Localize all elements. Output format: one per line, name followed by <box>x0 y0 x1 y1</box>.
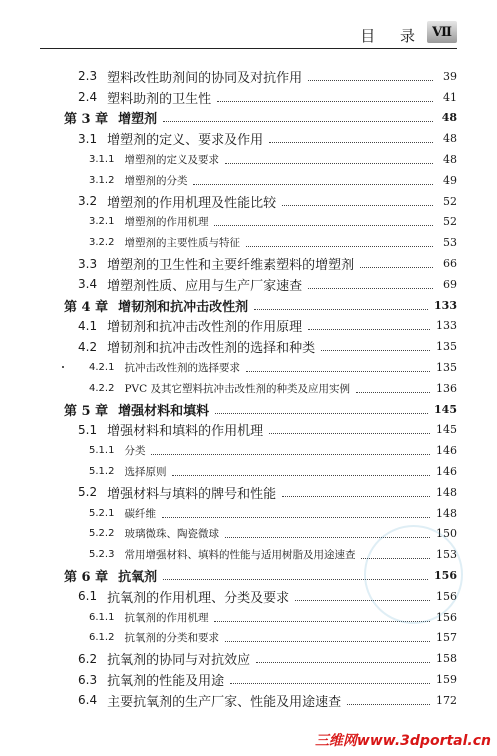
dot-leader <box>151 454 430 455</box>
dot-leader <box>214 225 433 226</box>
page-header <box>0 0 497 58</box>
toc-entry-row[interactable] <box>0 212 497 233</box>
toc-entry-row[interactable] <box>0 336 497 357</box>
toc-section-title: 常用增强材料、填料的性能与适用树脂及用途速查 <box>124 549 356 562</box>
toc-page-number: 172 <box>436 693 457 707</box>
toc-section-title: 增塑剂的定义及要求 <box>124 154 219 167</box>
toc-chapter-row[interactable] <box>0 108 497 129</box>
toc-section-title: 增塑剂的分类 <box>124 174 188 187</box>
toc-section-number: 6.1.2 <box>89 632 115 644</box>
toc-section-title: 增强材料和填料 <box>118 403 210 419</box>
faded-stamp <box>364 525 463 624</box>
toc-section-title: 增塑剂的作用机理及性能比较 <box>107 195 277 211</box>
toc-section-title: 增塑剂性质、应用与生产厂家速查 <box>107 278 303 294</box>
toc-section-title: 增韧剂和抗冲击改性剂的作用原理 <box>107 320 303 336</box>
toc-section-title: 碳纤维 <box>124 507 156 520</box>
toc-page-number: 52 <box>443 194 457 208</box>
header-rule <box>40 48 457 49</box>
toc-section-title: 抗冲击改性剂的选择要求 <box>124 362 240 375</box>
toc-entry-row[interactable] <box>0 274 497 295</box>
toc-section-title: 抗氧剂的协同与对抗效应 <box>107 653 251 669</box>
toc-section-number: 5.1.2 <box>89 466 115 478</box>
dot-leader <box>321 350 430 351</box>
toc-section-number: 5.1.1 <box>89 445 115 457</box>
toc-entry-row[interactable] <box>0 648 497 669</box>
toc-page-number: 135 <box>436 361 457 375</box>
toc-section-title: 玻璃微珠、陶瓷微球 <box>124 528 219 541</box>
stray-dot-mark <box>62 366 64 368</box>
toc-section-number: 第 3 章 <box>64 112 109 128</box>
toc-entry-row[interactable] <box>0 191 497 212</box>
toc-section-title: 增强材料和填料的作用机理 <box>107 424 264 440</box>
toc-page-number: 66 <box>443 257 457 271</box>
toc-section-number: 5.1 <box>78 422 98 437</box>
toc-section-number: 3.2 <box>78 194 98 209</box>
toc-page-number: 133 <box>436 319 457 333</box>
toc-section-title: 抗氧剂 <box>118 570 158 586</box>
toc-section-number: 2.3 <box>78 69 98 84</box>
dot-leader <box>308 288 433 289</box>
dot-leader <box>282 496 430 497</box>
toc-entry-row[interactable] <box>0 66 497 87</box>
toc-page-number: 146 <box>436 444 457 458</box>
toc-entry-row[interactable] <box>0 253 497 274</box>
toc-page-number: 148 <box>436 506 457 520</box>
toc-section-title: 选择原则 <box>124 466 167 479</box>
toc-page-number: 48 <box>443 153 457 167</box>
dot-leader <box>230 683 430 684</box>
toc-page-number: 145 <box>434 402 457 416</box>
toc-section-title: 增塑剂的作用机理 <box>124 216 209 229</box>
toc-section-title: 抗氧剂的作用机理、分类及要求 <box>107 590 290 606</box>
dot-leader <box>308 329 430 330</box>
toc-section-title: 塑料助剂的卫生性 <box>107 91 212 107</box>
page-number-badge: Ⅶ <box>427 21 457 43</box>
dot-leader <box>225 163 433 164</box>
toc-chapter-row[interactable] <box>0 399 497 420</box>
toc-chapter-row[interactable] <box>0 295 497 316</box>
dot-leader <box>269 433 430 434</box>
toc-page-number: 150 <box>436 527 457 541</box>
toc-section-number: 第 5 章 <box>64 403 109 419</box>
toc-entry-row[interactable] <box>0 440 497 461</box>
toc-section-number: 3.2.1 <box>89 216 115 228</box>
toc-page-number: 41 <box>443 90 457 104</box>
toc-section-number: 4.1 <box>78 318 98 333</box>
dot-leader <box>256 662 430 663</box>
toc-section-number: 4.2 <box>78 339 98 354</box>
toc-page-number: 157 <box>436 631 457 645</box>
toc-section-number: 4.2.1 <box>89 362 115 374</box>
toc-page-number: 145 <box>436 423 457 437</box>
dot-leader <box>246 371 430 372</box>
toc-page-number: 133 <box>434 298 457 312</box>
toc-entry-row[interactable] <box>0 149 497 170</box>
toc-section-number: 6.2 <box>78 651 98 666</box>
toc-entry-row[interactable] <box>0 128 497 149</box>
toc-page-number: 48 <box>443 132 457 146</box>
toc-page-number: 146 <box>436 465 457 479</box>
toc-section-number: 5.2.3 <box>89 549 115 561</box>
toc-page-number: 156 <box>436 610 457 624</box>
toc-page-number: 135 <box>436 340 457 354</box>
toc-section-number: 3.2.2 <box>89 237 115 249</box>
dot-leader <box>172 475 430 476</box>
toc-page-number: 69 <box>443 277 457 291</box>
toc-page-number: 158 <box>436 652 457 666</box>
toc-section-number: 5.2.1 <box>89 507 115 519</box>
toc-section-number: 3.1 <box>78 131 98 146</box>
toc-section-title: 抗氧剂的作用机理 <box>124 611 209 624</box>
dot-leader <box>193 184 433 185</box>
toc-section-title: 分类 <box>124 445 146 458</box>
dot-leader <box>162 517 430 518</box>
toc-entry-row[interactable] <box>0 503 497 524</box>
toc-section-title: 增塑剂的主要性质与特征 <box>124 237 240 250</box>
toc-page-number: 48 <box>441 111 457 125</box>
toc-entry-row[interactable] <box>0 232 497 253</box>
toc-entry-row[interactable] <box>0 170 497 191</box>
toc-section-title: 增韧剂和抗冲击改性剂 <box>118 299 249 315</box>
toc-page-number: 52 <box>443 215 457 229</box>
dot-leader <box>163 121 433 122</box>
toc-entry-row[interactable] <box>0 482 497 503</box>
toc-section-title: 抗氧剂的性能及用途 <box>107 674 225 689</box>
toc-section-number: 5.2 <box>78 485 98 500</box>
toc-section-title: 塑料改性助剂间的协同及对抗作用 <box>107 70 303 86</box>
toc-section-number: 3.3 <box>78 256 98 271</box>
toc-section-number: 5.2.2 <box>89 528 115 540</box>
toc-section-title: 抗氧剂的分类和要求 <box>124 632 219 645</box>
toc-section-number: 6.4 <box>78 693 98 708</box>
toc-page-number: 136 <box>436 381 457 395</box>
dot-leader <box>282 205 433 206</box>
toc-entry-row[interactable] <box>0 628 497 649</box>
toc-section-title: 增塑剂 <box>118 112 158 128</box>
dot-leader <box>215 413 428 414</box>
toc-entry-row[interactable] <box>0 357 497 378</box>
toc-section-title: 主要抗氧剂的生产厂家、性能及用途速查 <box>107 694 342 710</box>
toc-page-number: 39 <box>443 69 457 83</box>
toc-section-number: 6.3 <box>78 672 98 687</box>
watermark: 三维网www.3dportal.cn <box>314 733 491 749</box>
toc-section-number: 4.2.2 <box>89 382 115 394</box>
dot-leader <box>356 392 430 393</box>
toc-entry-row[interactable] <box>0 690 497 711</box>
toc-section-number: 6.1 <box>78 589 98 604</box>
toc-page-number: 153 <box>436 548 457 562</box>
dot-leader <box>308 80 433 81</box>
header-title: 目 录 <box>360 27 425 45</box>
toc-section-title: 增强材料与填料的牌号和性能 <box>107 486 277 502</box>
dot-leader <box>225 641 430 642</box>
toc-section-title: 增韧剂和抗冲击改性剂的选择和种类 <box>107 341 316 357</box>
toc-page-number: 156 <box>434 569 457 583</box>
toc-section-number: 第 6 章 <box>64 570 109 586</box>
dot-leader <box>347 704 430 705</box>
toc-section-number: 3.4 <box>78 277 98 292</box>
toc-page-number: 53 <box>443 236 457 250</box>
toc-entry-row[interactable] <box>0 87 497 108</box>
toc-section-number: 3.1.1 <box>89 154 115 166</box>
toc-section-title: 增塑剂的卫生性和主要纤维素塑料的增塑剂 <box>107 258 355 274</box>
toc-section-number: 3.1.2 <box>89 174 115 186</box>
dot-leader <box>254 309 428 310</box>
toc-entry-row[interactable] <box>0 316 497 337</box>
toc-page-number: 156 <box>436 589 457 603</box>
toc-section-title: PVC 及其它塑料抗冲击改性剂的种类及应用实例 <box>124 382 350 395</box>
dot-leader <box>217 101 433 102</box>
toc-entry-row[interactable] <box>0 669 497 690</box>
toc-entry-row[interactable] <box>0 420 497 441</box>
dot-leader <box>246 246 433 247</box>
toc-entry-row[interactable] <box>0 461 497 482</box>
toc-page-number: 159 <box>436 673 457 686</box>
dot-leader <box>360 267 433 268</box>
toc-section-number: 第 4 章 <box>64 299 109 315</box>
toc-section-number: 2.4 <box>78 90 98 105</box>
toc-section-title: 增塑剂的定义、要求及作用 <box>107 133 264 149</box>
toc-page-number: 49 <box>443 173 457 187</box>
toc-entry-row[interactable] <box>0 378 497 399</box>
toc-section-number: 6.1.1 <box>89 611 115 623</box>
dot-leader <box>269 142 433 143</box>
toc-page-number: 148 <box>436 485 457 499</box>
